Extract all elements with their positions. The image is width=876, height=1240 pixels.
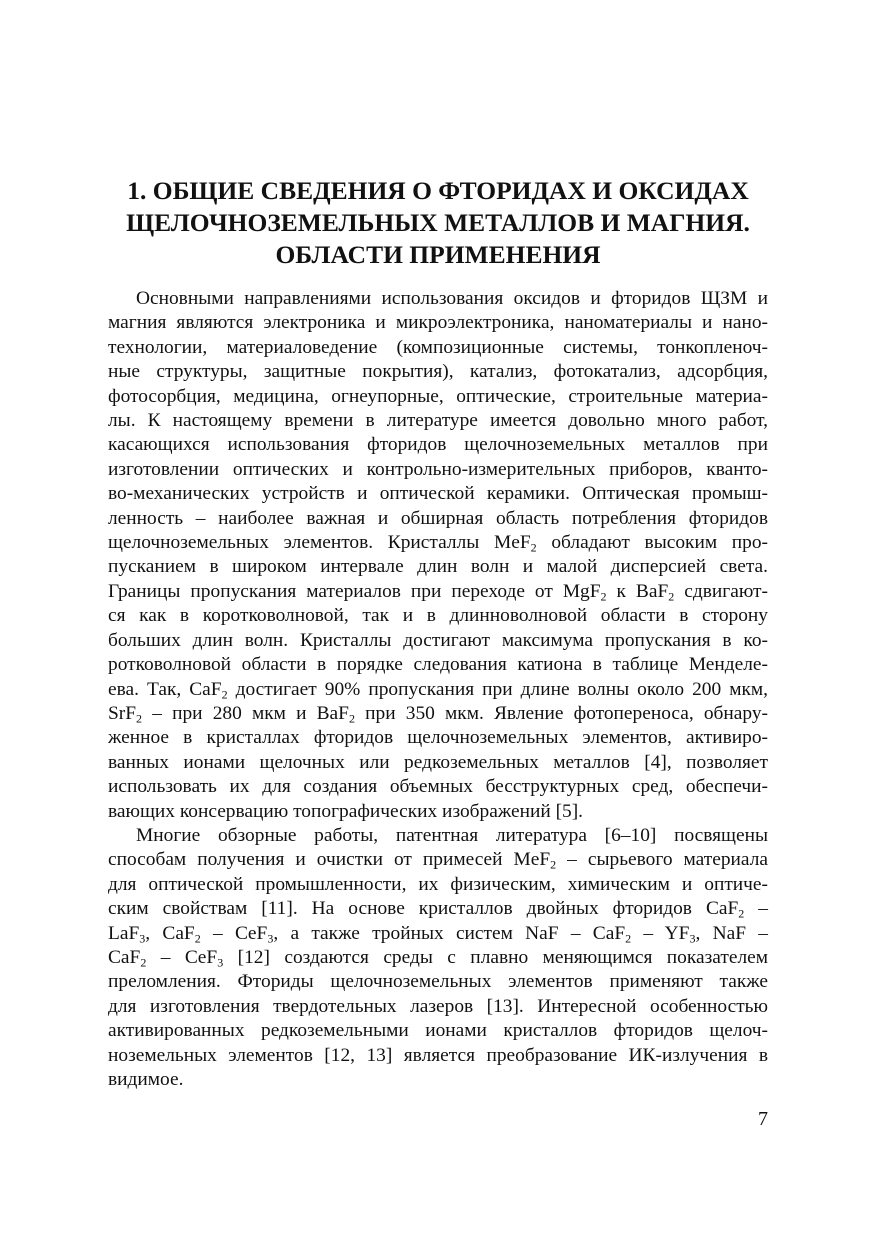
text-line: ванных ионами щелочных или редкоземельных металлов [4], позволяет [108,751,768,773]
paragraph [108,824,768,1092]
heading-line: ОБЛАСТИ ПРИМЕНЕНИЯ [275,240,601,269]
text-line: видимое. [108,1069,184,1090]
text-line: Границы пропускания материалов при переходе от MgF$_2$ к BaF$_2$ сдвигают- [108,580,768,604]
text-line: больших длин волн. Кристаллы достигают максимума пропускания в ко- [108,629,768,651]
text-line: Многие обзорные работы, патентная литература [6–10] посвящены [136,824,768,846]
text-line: фотосорбция, медицина, огнеупорные, оптические, строительные материа- [108,385,768,407]
text-line: ротковолновой области в порядке следования катиона в таблице Менделе- [108,654,768,676]
text-line: женное в кристаллах фторидов щелочноземельных элементов, активиро- [108,727,768,749]
text-line: SrF$_2$ – при 280 мкм и BaF$_2$ при 350 мкм. Явление фотопереноса, обнару- [108,702,768,726]
text-line: касающихся использования фторидов щелочноземельных металлов при [108,434,768,456]
text-line: щелочноземельных элементов. Кристаллы MeF$_2$ обладают высоким про- [108,532,769,555]
text-line: LaF$_3$, CaF$_2$ – CeF$_3$, а также тройных систем NaF – $CaF_2 - YF_3$, NaF – [108,922,768,945]
text-line: ева. Так, CaF$_2$ достигает 90% пропускания при длине волны около 200 мкм, [108,678,768,701]
heading-line: 1. ОБЩИЕ СВЕДЕНИЯ О ФТОРИДАХ И ОКСИДАХ [127,176,749,205]
text-line: для изготовления твердотельных лазеров [13]. Интересной особенностью [108,995,768,1017]
paragraph [108,287,768,824]
text-line: изготовлении оптических и контрольно-измерительных приборов, кванто- [108,458,768,480]
text-line: ленность – наиболее важная и обширная область потребления фторидов [108,507,768,529]
body-text [108,287,768,1092]
text-line: ся как в коротковолновой, так и в длинноволновой области в сторону [108,605,768,627]
text-line: вающих консервацию топографических изображений [5]. [108,800,584,822]
text-line: ноземельных элементов [12, 13] является преобразование ИК-излучения в [108,1044,768,1066]
text-line: магния являются электроника и микроэлектроника, наноматериалы и нано- [108,312,768,334]
text-line: Основными направлениями использования оксидов и фторидов ЩЗМ и [136,288,768,309]
text-line: для оптической промышленности, их физическим, химическим и оптиче- [108,873,768,895]
text-line: преломления. Фториды щелочноземельных элементов применяют также [108,971,768,993]
text-line: во-механических устройств и оптической керамики. Оптическая промыш- [108,483,768,505]
heading-line: ЩЕЛОЧНОЗЕМЕЛЬНЫХ МЕТАЛЛОВ И МАГНИЯ. [126,208,750,237]
text-line: пусканием в широком интервале длин волн и малой дисперсией света. [108,556,768,578]
text-line: активированных редкоземельными ионами кристаллов фторидов щелоч- [108,1020,768,1042]
text-line: технологии, материаловедение (композиционные системы, тонкопленоч- [108,336,768,358]
text-line: ским свойствам [11]. На основе кристаллов двойных фторидов CaF$_2$ – [108,898,768,921]
text-line: CaF$_2$ – CeF$_3$ [12] создаются среды с плавно меняющимся показателем [108,946,769,970]
text-line: ные структуры, защитные покрытия), катализ, фотокатализ, адсорбция, [108,361,768,383]
page-number: 7 [758,1108,768,1130]
text-line: способам получения и очистки от примесей MeF$_2$ – сырьевого материала [108,849,768,872]
chapter-heading [108,175,768,271]
text-line: использовать их для создания объемных бесструктурных сред, обеспечи- [108,776,768,798]
text-line: лы. К настоящему времени в литературе имеется довольно много работ, [108,410,768,432]
